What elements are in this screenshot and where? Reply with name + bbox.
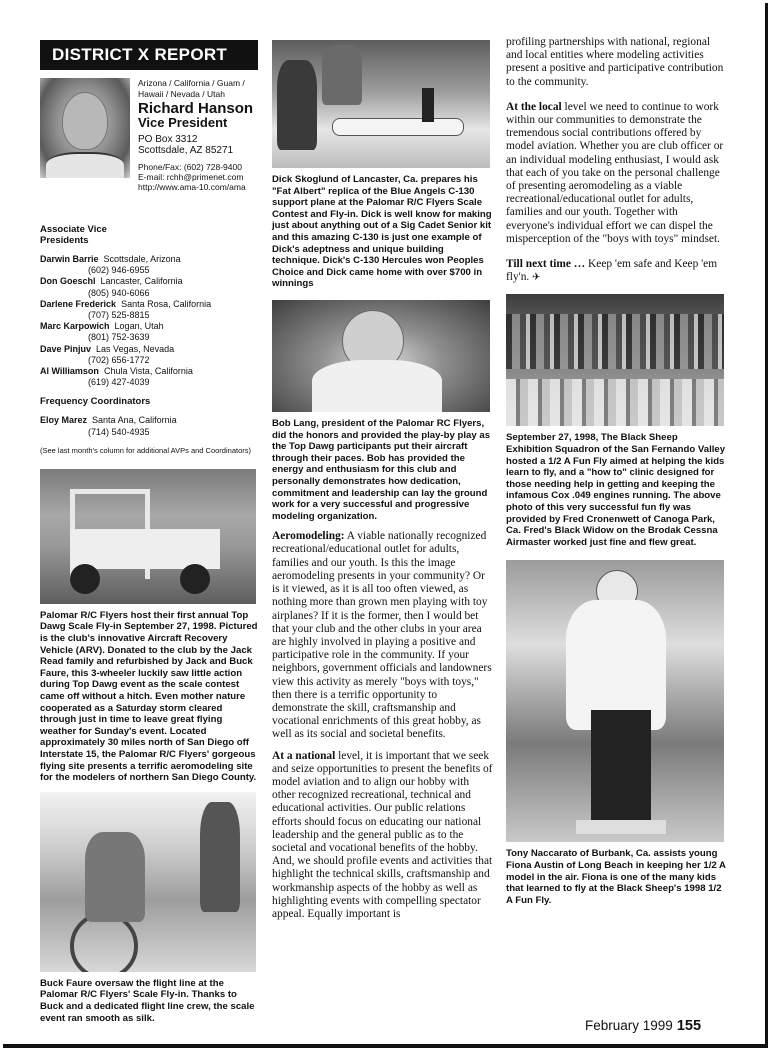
list-item: Al Williamson Chula Vista, California (619) 427-4039 [40,366,193,388]
photo-recovery-vehicle [40,469,256,604]
caption-recovery-vehicle: Palomar R/C Flyers host their first annual Top Dawg Scale Fly-in September 27, 1998. Pictured is the club's innovative Aircraft Recovery Vehicle (ARV). Donated to the club by the Jack Read family and refurbished by Jack and Buck Faure, this 3-wheeler luckily saw little action during Top Dawg event as the scale contest came off without a hitch. Even mother nature cooperated as a Saturday storm cleared through just in time to leave great flying weather for Sunday's event. Located approximately 30 miles north of San Diego off Interstate 15, the Palomar R/C Flyers' gorgeous flying site presents a terrific aeromodeling site for the modelers of northern San Diego County. [40,609,258,784]
vp-contact [138,162,268,192]
photo-black-sheep-group [506,294,724,426]
vp-email[interactable]: E-mail: rchh@primenet.com [138,172,244,182]
airplane-icon: ✈ [532,272,541,284]
photo-buck-faure [40,792,256,972]
article-national: At a national level, it is important that we seek and seize opportunities to present the benefits of model aviation and to align our hobby with other recognized recreational, technical and educational activities. Our public relations efforts should focus on educating our national leadership and the general public as to the societal and vocational benefits of the hobby. And, we should profile events and activities that highlight the technical skills, craftsmanship and workmanship aspects of the hobby as well as highlighting events with compelling spectator appeal. Equally important is [272,749,493,920]
list-item: Eloy Marez Santa Ana, California (714) 540-4935 [40,415,177,437]
list-item: Don Goeschl Lancaster, California (805) 940-6066 [40,276,183,298]
article-signoff: Till next time … Keep 'em safe and Keep 'em fly'n. ✈ [506,258,718,284]
list-item: Darlene Frederick Santa Rosa, California (707) 525-8815 [40,298,212,321]
list-item: Darwin Barrie Scottsdale, Arizona (602) 946-6955 [40,254,181,276]
vp-info [138,78,268,192]
issue-date: February 1999 [585,1018,673,1033]
vp-address: PO Box 3312 Scottsdale, AZ 85271 [138,134,234,156]
column-middle [272,40,494,921]
district-states: Arizona / California / Guam / Hawaii / Nevada / Utah [138,78,245,99]
photo-bob-lang [272,300,490,412]
page-folio [585,1018,701,1034]
article-aeromodeling: Aeromodeling: A viable nationally recognized recreational/educational outlet for adults, families and our youth. Is this the image aeromodeling presents in your community? Or is it viewed, as it is all too often viewed, as nothing more than grown men playing with toy airplanes? If it is the former, then I would bet that your club and the other clubs in your area are highly involved in playing a positive and participative role in the community. If your neighbors, government officials and landowners view this activity as merely "boys with toys," then there is a terrific opportunity to demonstrate the skill, craftsmanship and vocational enrichments of this great hobby, as well as its social and societal benefits. [272,530,492,741]
footnote: (See last month's column for additional AVPs and Coordinators) [40,445,251,455]
vice-president-block [40,78,258,216]
caption-bob-lang: Bob Lang, president of the Palomar RC Flyers, did the honors and provided the play-by play as the Top Dawg participants put their aircraft through their paces. Bob has provided the energy and enthusiasm for this club and personally demonstrates how dedication, commitment and leadership can lay the ground work for a very successful and progressive modeling organization. [272,417,491,522]
caption-fun-fly-kid: Tony Naccarato of Burbank, Ca. assists young Fiona Austin of Long Beach in keeping her 1/2 A model in the air. Fiona is one of the many kids that learned to fly at the Black Sheep's 1998 1/2 A Fun Fly. [506,848,726,906]
vp-portrait [40,78,130,178]
column-right [506,36,726,906]
associates-list [40,254,258,388]
column-left [40,40,258,1024]
caption-buck-faure: Buck Faure oversaw the flight line at the Palomar R/C Flyers' Scale Fly-in. Thanks to Buck and a dedicated flight line crew, the scale event ran smooth as silk. [40,977,255,1024]
vp-title: Vice President [138,115,228,130]
associates-heading: Associate Vice Presidents [40,224,107,246]
article-local: At the local level we need to continue to work within our communities to demonstrate the tremendous social contributions offered by model aviation. Whether you are club officer or an individual modeling enthusiast, I would ask that each of you take on the personal challenge of presenting aeromodeling as a viable recreational/educational outlet for adults, families and our youth. Together with everyone's individual effort we can dispel the misperception of the "boys with toys" mindset. [506,100,724,245]
caption-black-sheep: September 27, 1998, The Black Sheep Exhibition Squadron of the San Fernando Valley hosted a 1/2 A Fun Fly aimed at helping the kids learn to fly, and a "how to" clinic designed for those needing help in getting and keeping the infamous Cox .049 engines running. The above photo of this very successful fun fly was provided by Fred Cronenwett of Canoga Park, Ca. Fred's Black Widow on the Brodak Cessna Airmaster worked just fine and flew great. [506,432,726,548]
vp-website[interactable]: http://www.ama-10.com/ama [138,182,246,192]
report-banner: DISTRICT X REPORT [40,40,258,70]
page-number: 155 [676,1018,702,1034]
list-item: Dave Pinjuv Las Vegas, Nevada (702) 656-1772 [40,343,175,365]
vp-name: Richard Hanson [138,100,254,117]
photo-c130-model [272,40,490,168]
caption-c130-model: Dick Skoglund of Lancaster, Ca. prepares his "Fat Albert" replica of the Blue Angels C-130 support plane at the Palomar R/C Flyers Scale Contest and Fly-in. Dick is well know for making just about anything out of a Sig Cadet Senior kit and this amazing C-130 is just one example of Dick's adeptness and unique building technique. Dick's C-130 Hercules won Peoples Choice and Dick came home with over $700 in winnings [272,174,492,290]
article-partnerships: profiling partnerships with national, regional and local entities where modeling activities present a positive and participative contribution to the community. [506,36,724,88]
frequency-heading: Frequency Coordinators [40,396,151,408]
list-item: Marc Karpowich Logan, Utah (801) 752-3639 [40,321,164,343]
frequency-list [40,415,258,437]
vp-phone: Phone/Fax: (602) 728-9400 [138,162,242,172]
photo-fun-fly-kid [506,560,724,842]
